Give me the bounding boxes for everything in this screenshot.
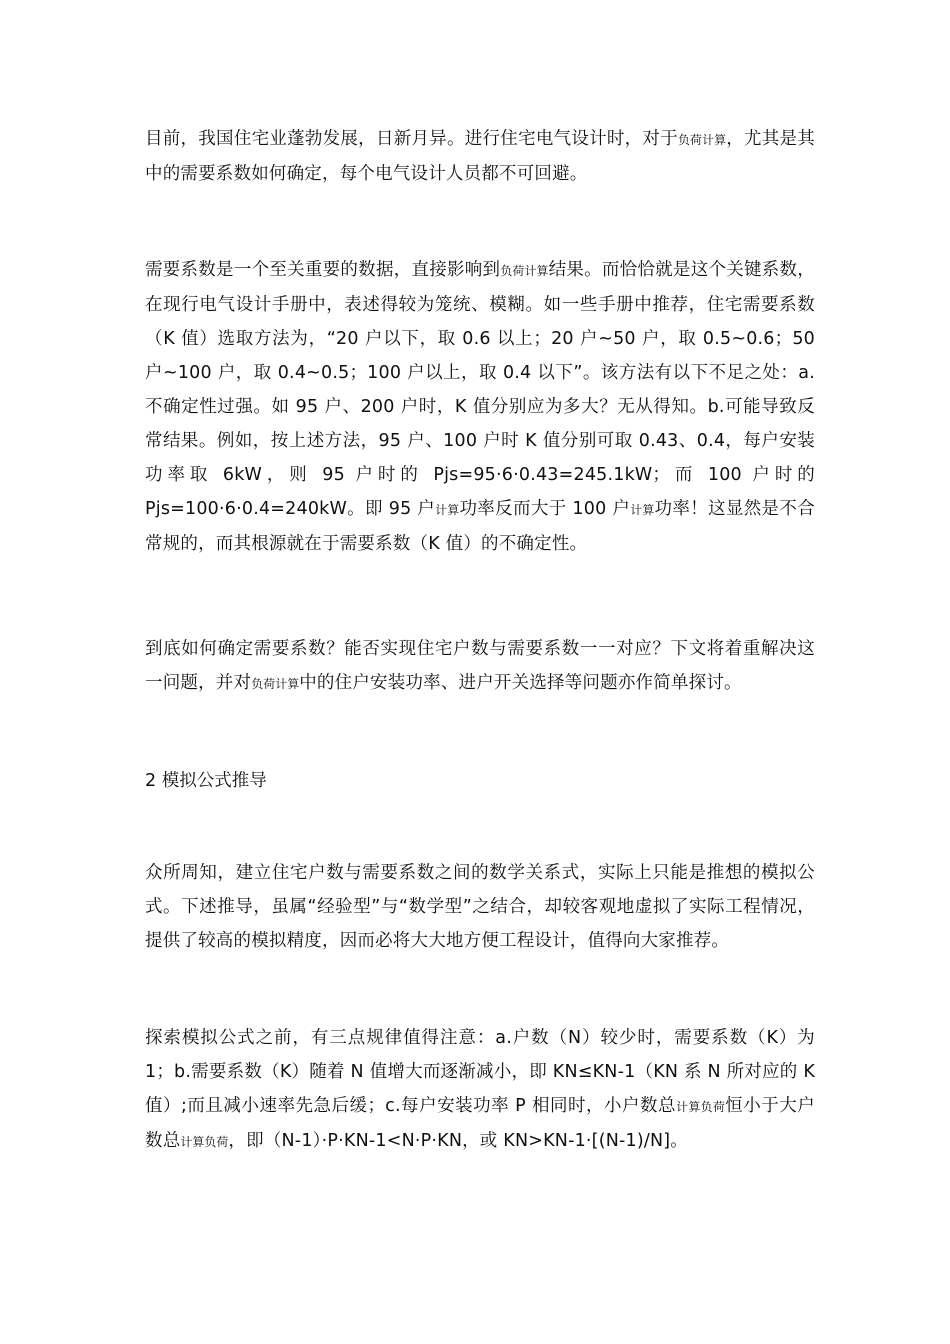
inline-term: 负荷计算 bbox=[251, 677, 300, 691]
paragraph-formula-intro bbox=[145, 856, 815, 958]
inline-term: 计算 bbox=[630, 503, 655, 517]
inline-term: 计算负荷 bbox=[180, 1135, 229, 1149]
text-run: ，即（N-1）·P·KN-1<N·P·KN，或 KN>KN-1·[(N-1)/N]。 bbox=[228, 1131, 689, 1151]
text-run: 结果。而恰恰就是这个关键系数，在现行电气设计手册中，表述得较为笼统、模糊。如一些手册中推荐，住宅需要系数（K 值）选取方法为，“20 户以下，取 0.6 以上；20 户~50 户，取 0.5~0.6；50 户~100 户，取 0.4~0.5；100 户以上，取 0.4 以下”。该方法有以下不足之处：a.不确定性过强。如 95 户、200 户时，K 值分别应为多大？无从得知。b.可能导致反常结果。例如，按上述方法，95 户、100 户时 K 值分别可取 0.43、0.4，每户安装功率取 6kW，则 95 户时的 Pjs=95·6·0.43=245.1kW；而 100 户时的 Pjs=100·6·0.4=240kW。即 95 户 bbox=[145, 260, 815, 519]
paragraph-demand-coefficient bbox=[145, 253, 815, 561]
text-run: 目前，我国住宅业蓬勃发展，日新月异。进行住宅电气设计时，对于 bbox=[145, 129, 678, 149]
text-run: 功率！这显然是不合常规的，而其根源就在于需要系数（K 值）的不确定性。 bbox=[145, 499, 815, 554]
section-heading: 2 模拟公式推导 bbox=[145, 771, 267, 791]
paragraph-question bbox=[145, 632, 815, 701]
inline-term: 负荷计算 bbox=[500, 264, 549, 278]
text-run: 到底如何确定需要系数？能否实现住宅户数与需要系数一一对应？下文将着重解决这一问题，并对 bbox=[145, 639, 815, 693]
inline-term: 计算 bbox=[435, 503, 460, 517]
paragraph-intro bbox=[145, 122, 815, 191]
text-run: 众所周知，建立住宅户数与需要系数之间的数学关系式，实际上只能是推想的模拟公式。下述推导，虽属“经验型”与“数学型”之结合，却较客观地虚拟了实际工程情况，提供了较高的模拟精度，因而必将大大地方便工程设计，值得向大家推荐。 bbox=[145, 863, 815, 951]
text-run: 功率反而大于 100 户 bbox=[459, 499, 631, 519]
text-run: 恒小于大户数总 bbox=[145, 1096, 816, 1151]
text-run: 需要系数是一个至关重要的数据，直接影响到 bbox=[145, 260, 501, 280]
inline-term: 负荷计算 bbox=[677, 133, 727, 147]
paragraph-rules bbox=[145, 1021, 815, 1159]
inline-term: 计算负荷 bbox=[676, 1100, 726, 1114]
text-run: 中的住户安装功率、进户开关选择等问题亦作简单探讨。 bbox=[299, 673, 742, 693]
text-run: 探索模拟公式之前，有三点规律值得注意：a.户数（N）较少时，需要系数（K）为 1；b.需要系数（K）随着 N 值增大而逐渐减小，即 KN≤KN-1（KN 系 N 所对应的 K 值）;而且减小速率先急后缓；c.每户安装功率 P 相同时，小户数总 bbox=[145, 1028, 815, 1116]
text-run: ，尤其是其中的需要系数如何确定，每个电气设计人员都不可回避。 bbox=[145, 129, 815, 184]
